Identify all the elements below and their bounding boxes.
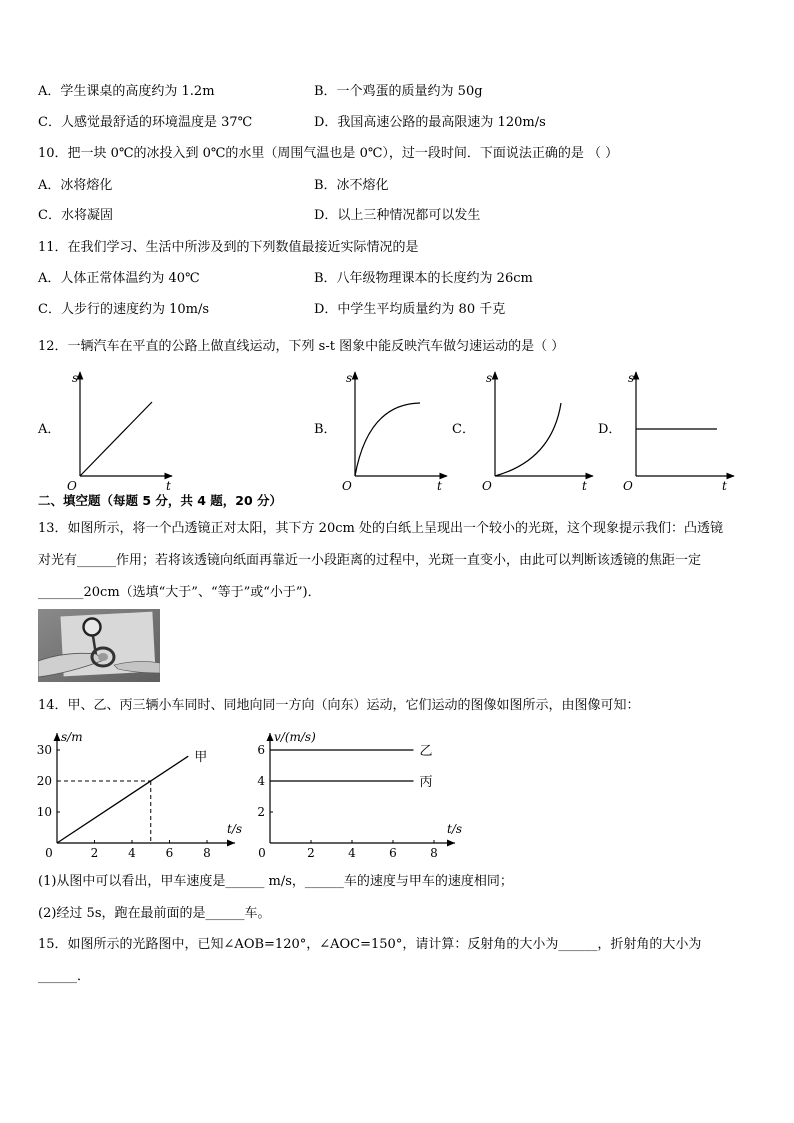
q12-graph-a-curve	[80, 402, 152, 476]
q12-graph-c-t-label: t	[582, 479, 587, 493]
q12-graph-b	[342, 371, 447, 493]
q12-label-c: C．	[452, 422, 475, 437]
q11-option-c: C．人步行的速度约为 10m/s	[38, 302, 209, 317]
q12-graph-b-origin: O	[342, 479, 352, 493]
q14-sub-1: (1)从图中可以看出，甲车速度是______ m/s，______车的速度与甲车的速度相同；	[38, 874, 513, 889]
v-t-chart-y-axis-head	[267, 733, 274, 741]
q12-graph-b-t-label: t	[437, 479, 442, 493]
q12-graph-c-s-label: s	[486, 371, 493, 385]
q10-option-b: B．冰不熔化	[314, 178, 389, 193]
q11-stem: 11．在我们学习、生活中所涉及到的下列数值最接近实际情况的是	[38, 240, 419, 255]
s-t-chart-x-tick-label: 0	[45, 846, 53, 860]
q12-stem: 12．一辆汽车在平直的公路上做直线运动，下列 s-t 图象中能反映汽车做匀速运动的是（ ）	[38, 339, 565, 354]
v-t-chart-y-axis-label: v/(m/s)	[274, 730, 316, 744]
q13-lens-photo	[38, 609, 160, 682]
s-t-chart-y-tick-label: 20	[36, 774, 52, 788]
q12-graph-b-s-label: s	[346, 371, 353, 385]
s-t-chart-y-tick-label: 10	[36, 805, 52, 819]
q12-graph-a-s-label: s	[72, 371, 79, 385]
q12-graph-d-s-label: s	[628, 371, 635, 385]
q14-stem: 14．甲、乙、丙三辆小车同时、同地向同一方向（向东）运动，它们运动的图像如图所示，由图像可知：	[38, 698, 640, 713]
v-t-chart-series-label-1: 丙	[419, 775, 433, 790]
q9-option-b: B．一个鸡蛋的质量约为 50g	[314, 84, 483, 99]
v-t-chart-x-tick-label: 8	[430, 846, 438, 860]
q9-option-d: D．我国高速公路的最高限速为 120m/s	[314, 115, 546, 130]
v-t-chart-x-tick-label: 0	[258, 846, 266, 860]
v-t-chart-x-tick-label: 6	[389, 846, 397, 860]
q12-graph-c	[482, 371, 593, 493]
v-t-chart-x-axis-label: t/s	[447, 822, 463, 836]
q13-line-2: 对光有______作用；若将该透镜向纸面再靠近一小段距离的过程中，光斑一直变小，由此可以判断该透镜的焦距一定	[38, 553, 702, 568]
q12-graph-c-origin: O	[482, 479, 492, 493]
v-t-chart-x-tick-label: 2	[307, 846, 315, 860]
s-t-chart-x-tick-label: 4	[128, 846, 136, 860]
q9-option-a: A．学生课桌的高度约为 1.2m	[38, 84, 215, 99]
q10-option-a: A．冰将熔化	[38, 178, 113, 193]
s-t-chart-series-0	[57, 756, 188, 843]
q13-line-1: 13．如图所示，将一个凸透镜正对太阳，其下方 20cm 处的白纸上呈现出一个较小的光斑，这个现象提示我们：凸透镜	[38, 521, 723, 536]
q13-line-3: _______20cm（选填“大于”、“等于”或“小于”)．	[38, 585, 321, 600]
q12-graph-d-t-label: t	[722, 479, 727, 493]
q15-line-2: ______．	[38, 969, 91, 984]
v-t-chart-series-label-0: 乙	[419, 744, 433, 759]
s-t-chart-y-axis-head	[54, 733, 61, 741]
q10-stem: 10．把一块 0℃的冰投入到 0℃的水里（周围气温也是 0℃），过一段时间．下面说法正确的是 （ ）	[38, 146, 619, 161]
s-t-chart-y-axis-label: s/m	[61, 730, 83, 744]
q12-graph-d	[623, 371, 734, 493]
q10-option-c: C．水将凝固	[38, 208, 113, 223]
section-2-heading: 二、填空题（每题 5 分，共 4 题，20 分）	[38, 493, 283, 508]
v-t-chart-y-tick-label: 6	[257, 743, 265, 757]
s-t-chart-x-tick-label: 8	[203, 846, 211, 860]
q12-graph-a-origin: O	[67, 479, 77, 493]
q12-graph-a	[67, 371, 172, 493]
q12-graph-c-curve	[495, 403, 561, 476]
q12-graph-a-t-label: t	[166, 479, 171, 493]
q14-sub-2: (2)经过 5s，跑在最前面的是______车。	[38, 906, 271, 921]
q12-graph-b-curve	[355, 403, 420, 476]
q12-label-b: B．	[314, 422, 337, 437]
s-t-chart-y-tick-label: 30	[36, 743, 52, 757]
q11-option-d: D．中学生平均质量约为 80 千克	[314, 302, 506, 317]
v-t-chart-y-tick-label: 4	[257, 774, 265, 788]
q11-option-b: B．八年级物理课本的长度约为 26cm	[314, 271, 533, 286]
q15-line-1: 15．如图所示的光路图中，已知∠AOB=120°，∠AOC=150°，请计算：反射角的大小为______，折射角的大小为	[38, 937, 702, 952]
v-t-chart-x-axis-head	[447, 840, 455, 847]
s-t-chart-x-axis-head	[227, 840, 235, 847]
v-t-chart-y-tick-label: 2	[257, 805, 265, 819]
q9-option-c: C．人感觉最舒适的环境温度是 37℃	[38, 115, 253, 130]
q11-option-a: A．人体正常体温约为 40℃	[38, 271, 200, 286]
q12-label-d: D．	[598, 422, 622, 437]
s-t-chart-x-tick-label: 2	[90, 846, 99, 860]
s-t-chart-series-label-0: 甲	[194, 750, 208, 766]
q12-graph-d-origin: O	[623, 479, 633, 493]
v-t-chart-x-tick-label: 4	[348, 846, 356, 860]
q12-label-a: A．	[38, 422, 61, 437]
s-t-chart-x-axis-label: t/s	[227, 822, 243, 836]
q10-option-d: D．以上三种情况都可以发生	[314, 208, 481, 223]
s-t-chart-x-tick-label: 6	[165, 846, 174, 860]
